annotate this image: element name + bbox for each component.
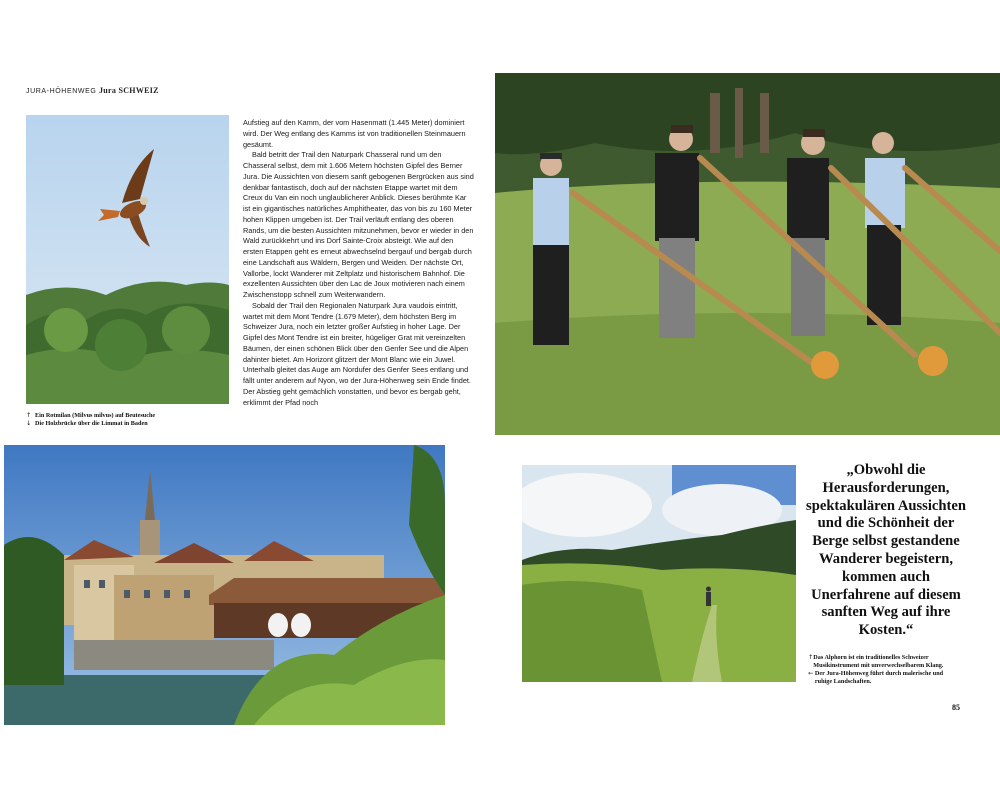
running-head-title: Jura SCHWEIZ [98, 86, 159, 95]
photo-red-kite [26, 115, 229, 404]
arrow-left-icon: ← [808, 670, 814, 677]
photo-meadow-hiker [522, 465, 796, 682]
body-paragraph: Aufstieg auf den Kamm, der vom Hasenmatt (1.445 Meter) dominiert wird. Der Weg entlang des Kamms ist von traditionellen Steinmauern gesäumt. [243, 118, 466, 149]
body-paragraph: Sobald der Trail den Regionalen Naturpark Jura vaudois eintritt, wartet mit dem Mont Tendre (1.679 Meter), dem höchsten Berg im Schweizer Jura, noch ein letzter großer Aufstieg in hoher Lage. Der Gipfel des Mont Tendre ist ein breiter, hügeliger Grat mit vereinzelten Bäumen, der einen schönen Blick über den Genfer See und die Alpen dahinter bietet. Am Horizont glitzert der Mont Blanc wie ein Juwel. Unterhalb gleitet das Auge am Nordufer des Genfer Sees entlang und fällt unter anderem auf Nyon, wo der Jura-Höhenweg sein Ende findet. Der Abstieg geht gemächlich vonstatten, und bevor es bergab geht, erklimmt der Pfad noch [243, 300, 471, 407]
photo-alphorn-players [495, 73, 1000, 435]
photo-baden-bridge [4, 445, 445, 725]
page-number: 85 [952, 703, 960, 712]
pull-quote: „Obwohl die Herausforderungen, spektakulären Aussichten und die Schönheit der Berge selbst gestandene Wanderer begeistern, kommen auch Unerfahrene auf diesem sanften Weg auf ihre Kosten.“ [806, 462, 966, 639]
running-head [26, 86, 159, 95]
captions-right [808, 654, 958, 686]
caption-line [808, 654, 958, 670]
caption-text: Die Holzbrücke über die Limmat in Baden [35, 420, 148, 427]
caption-line [26, 420, 226, 428]
captions-left [26, 412, 226, 428]
caption-text: Das Alphorn ist ein traditionelles Schweizer Musikinstrument mit unverwechselbarem Klang. [813, 654, 944, 669]
arrow-up-icon: ↑ [808, 654, 814, 661]
running-head-section: JURA-HÖHENWEG [26, 88, 97, 95]
body-text [243, 118, 474, 408]
arrow-down-icon: ↓ [26, 420, 32, 427]
caption-text: Der Jura-Höhenweg führt durch malerische und ruhige Landschaften. [814, 670, 944, 685]
caption-text: Ein Rotmilan (Milvus milvus) auf Beutesuche [35, 412, 156, 419]
body-paragraph: Bald betritt der Trail den Naturpark Chasseral rund um den Chasseral selbst, dem mit 1.606 Metern höchsten Gipfel des Berner Jura. Die Aussichten von diesem sanft gebogenen Bergrücken aus sind denkbar fantastisch, doch auf der nächsten Etappe wartet mit dem Creux du Van ein noch unglaublicherer Anblick. Dieses berühmte Kar ist ein gigantisches natürliches Amphitheater, das von bis zu 160 Meter hohen Klippen umgeben ist. Der Trail verläuft entlang des oberen Rands, um die besten Aussichten mitzunehmen, bevor er wieder in den Wald zurückkehrt und ins Dorf Sainte-Croix absteigt. Wie auf den ersten Etappen geht es erneut abwechselnd bergauf und bergab durch eine Landschaft aus Wäldern, Bergen und Weiden. Der nächste Ort, Vallorbe, lockt Wanderer mit Zeltplatz und historischem Bahnhof. Die exzellenten Aussichten über den Lac de Joux motivieren nach einem Zwischenstopp schnell zum Weiterwandern. [243, 150, 474, 299]
caption-line [808, 670, 958, 686]
arrow-up-icon: ↑ [26, 412, 32, 419]
caption-line [26, 412, 226, 420]
